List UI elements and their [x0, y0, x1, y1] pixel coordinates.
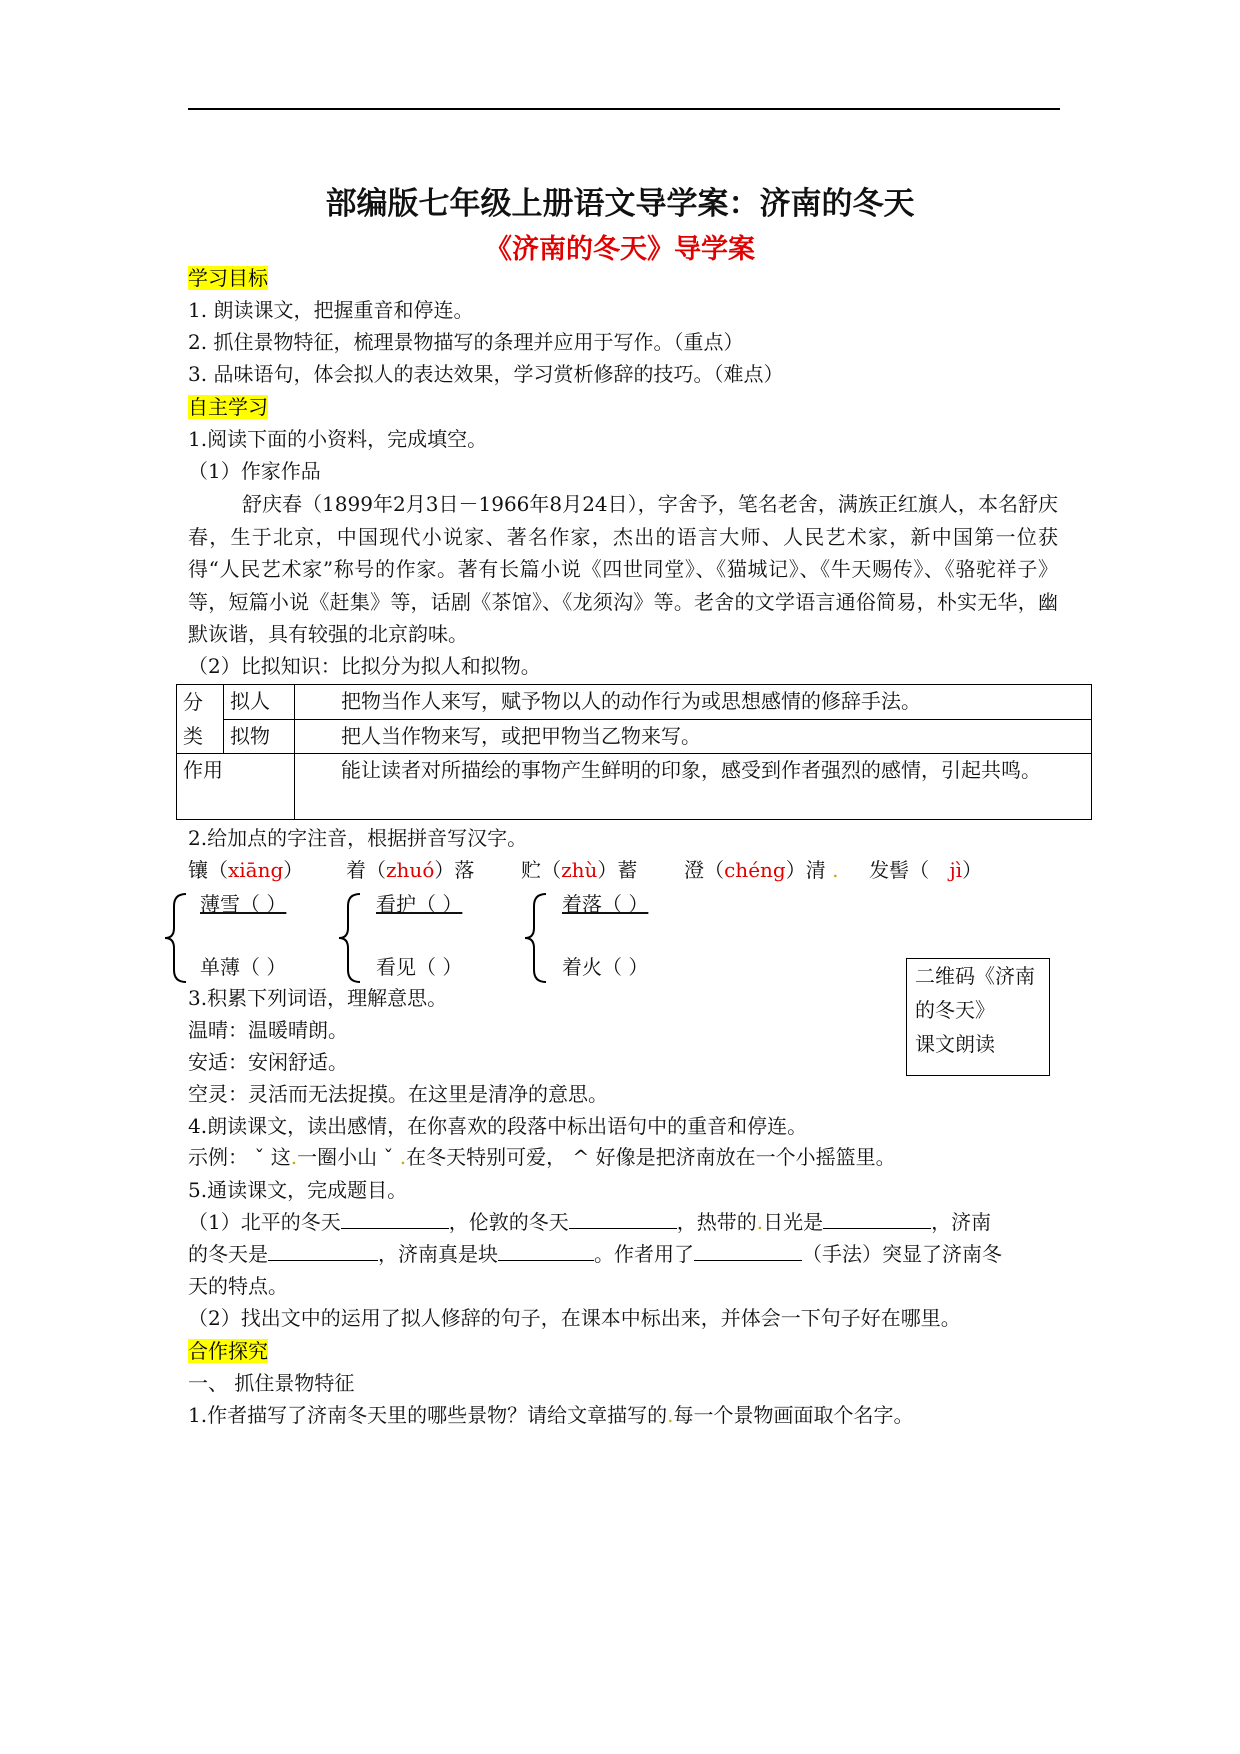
group-1-bottom: 单薄（ ）	[200, 955, 287, 979]
word-1: 温晴：温暖晴朗。	[188, 1018, 348, 1042]
table-category-cell: 分 类	[177, 685, 224, 754]
question-5a-line-2: 的冬天是 ，济南真是块 。作者用了 （手法）突显了济南冬	[188, 1238, 1002, 1270]
table-text-personify: 把物当作人来写，赋予物以人的动作行为或思想感情的修辞手法。	[295, 685, 1092, 720]
section-heading-self-study: 自主学习	[188, 395, 268, 419]
group-1-top: 薄雪（ ）	[200, 892, 287, 916]
subheading-features: 一、 抓住景物特征	[188, 1371, 355, 1395]
table-text-effect: 能让读者对所描绘的事物产生鲜明的印象，感受到作者强烈的感情，引起共鸣。	[295, 754, 1092, 820]
question-4: 4.朗读课文，读出感情，在你喜欢的段落中标出语句中的重音和停连。	[188, 1114, 808, 1138]
blank-field[interactable]	[268, 1238, 378, 1261]
group-3-bottom: 着火（ ）	[562, 955, 649, 979]
question-1: 1.阅读下面的小资料，完成填空。	[188, 427, 488, 451]
cooperate-question-1: 1.作者描写了济南冬天里的哪些景物？请给文章描写的.每一个景物画面取个名字。	[188, 1403, 914, 1427]
qr-box-line-2: 的冬天》	[915, 998, 995, 1022]
brace-icon	[336, 892, 364, 984]
page-title: 部编版七年级上册语文导学案：济南的冬天	[325, 186, 915, 222]
group-2-bottom: 看见（ ）	[376, 955, 463, 979]
blank-field[interactable]	[823, 1206, 931, 1229]
brace-icon	[522, 892, 550, 984]
goal-item-2: 2. 抓住景物特征，梳理景物描写的条理并应用于写作。（重点）	[188, 330, 744, 354]
analogy-table	[176, 684, 1092, 820]
blank-field[interactable]	[341, 1206, 449, 1229]
question-5a-line-3: 天的特点。	[188, 1274, 288, 1298]
author-bio: 舒庆春（1899年2月3日－1966年8月24日），字舍予，笔名老舍，满族正红旗人，本名舒庆春，生于北京，中国现代小说家、著名作家，杰出的语言大师、人民艺术家，新中国第一位获得“人民艺术家”称号的作家。著有长篇小说《四世同堂》、《猫城记》、《牛天赐传》、《骆驼祥子》等，短篇小说《赶集》等，话剧《茶馆》、《龙须沟》等。老舍的文学语言通俗简易，朴实无华，幽默诙谐，具有较强的北京韵味。	[188, 492, 1058, 646]
section-heading-goals: 学习目标	[188, 266, 268, 290]
page-subtitle: 《济南的冬天》导学案	[485, 234, 755, 265]
table-label-effect: 作用	[177, 754, 295, 820]
goal-item-1: 1. 朗读课文，把握重音和停连。	[188, 298, 474, 322]
qr-box-line-1: 二维码《济南	[915, 964, 1035, 988]
goal-item-3: 3. 品味语句，体会拟人的表达效果，学习赏析修辞的技巧。（难点）	[188, 362, 784, 386]
pinyin-row: 镶（xiāng） 着（zhuó）落 贮（zhù）蓄 澄（chéng）清 . 发髻（ jì）	[188, 858, 983, 882]
header-rule	[188, 108, 1060, 110]
blank-field[interactable]	[694, 1238, 802, 1261]
blank-field[interactable]	[569, 1206, 677, 1229]
question-1a: （1）作家作品	[188, 459, 321, 483]
section-heading-cooperate: 合作探究	[188, 1339, 268, 1363]
question-5b: （2）找出文中的运用了拟人修辞的句子，在课本中标出来，并体会一下句子好在哪里。	[188, 1306, 961, 1330]
qr-box-line-3: 课文朗读	[915, 1032, 995, 1056]
question-2: 2.给加点的字注音，根据拼音写汉字。	[188, 826, 528, 850]
example-line: 示例： ˇ 这.一圈小山 ˇ .在冬天特别可爱， ^ 好像是把济南放在一个小摇篮里。	[188, 1145, 896, 1169]
brace-icon	[162, 892, 190, 984]
group-2-top: 看护（ ）	[376, 892, 463, 916]
question-5a-line-1: （1）北平的冬天 ，伦敦的冬天 ，热带的.日光是 ，济南	[188, 1206, 991, 1238]
table-label-objectify: 拟物	[224, 719, 295, 754]
blank-field[interactable]	[498, 1238, 594, 1261]
question-1b: （2）比拟知识：比拟分为拟人和拟物。	[188, 654, 541, 678]
table-text-objectify: 把人当作物来写，或把甲物当乙物来写。	[295, 719, 1092, 754]
word-2: 安适：安闲舒适。	[188, 1050, 348, 1074]
qr-code-box[interactable]	[906, 958, 1050, 1076]
table-label-personify: 拟人	[224, 685, 295, 720]
group-3-top: 着落（ ）	[562, 892, 649, 916]
word-3: 空灵：灵活而无法捉摸。在这里是清净的意思。	[188, 1082, 608, 1106]
question-3: 3.积累下列词语，理解意思。	[188, 986, 448, 1010]
question-5: 5.通读课文，完成题目。	[188, 1178, 408, 1202]
